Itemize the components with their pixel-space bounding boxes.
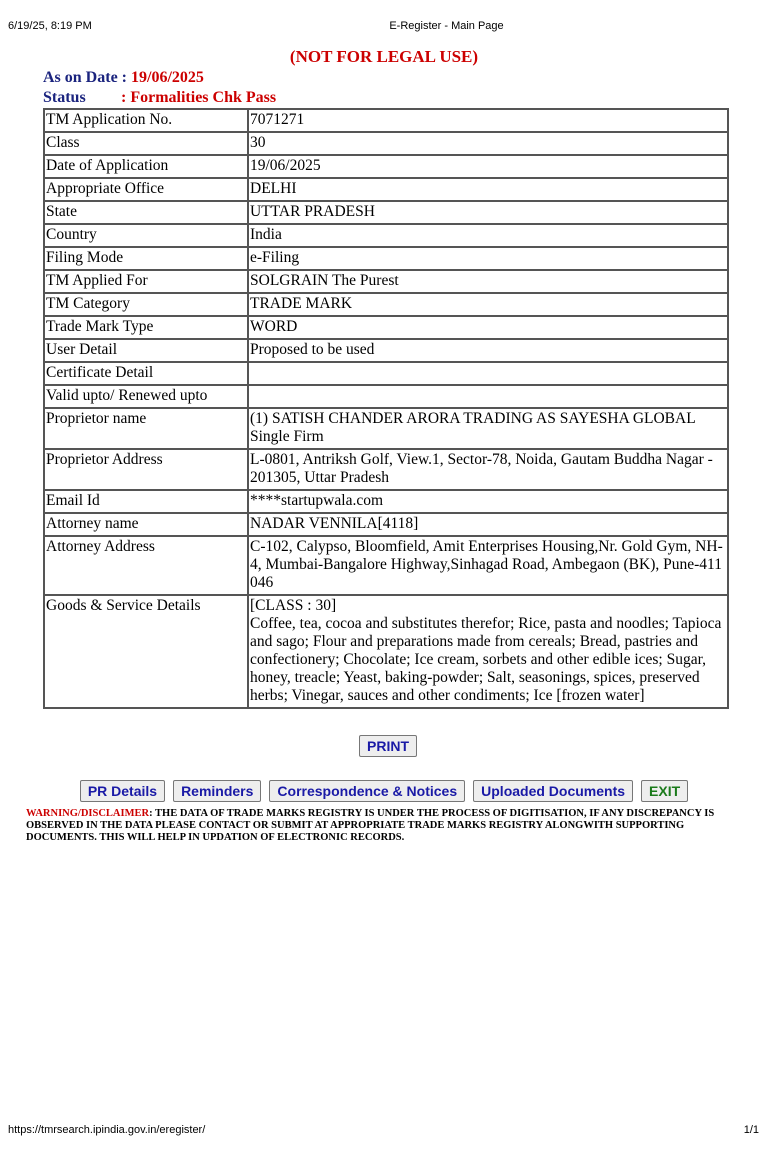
as-on-date-label: As on Date : (43, 69, 127, 86)
reminders-button[interactable]: Reminders (173, 780, 261, 802)
field-value: e-Filing (248, 247, 728, 270)
status (43, 89, 276, 107)
print-page-number: 1/1 (743, 1124, 759, 1136)
field-value: WORD (248, 316, 728, 339)
field-value: L-0801, Antriksh Golf, View.1, Sector-78, Noida, Gautam Buddha Nagar - 201305, Uttar Pradesh (248, 449, 728, 490)
print-page-title: E-Register - Main Page (389, 20, 504, 32)
action-buttons (0, 780, 768, 802)
field-value: DELHI (248, 178, 728, 201)
field-label: Country (44, 224, 248, 247)
table-row (44, 513, 728, 536)
table-row (44, 270, 728, 293)
field-label: TM Category (44, 293, 248, 316)
field-label: Valid upto/ Renewed upto (44, 385, 248, 408)
disclaimer-text: : THE DATA OF TRADE MARKS REGISTRY IS UNDER THE PROCESS OF DIGITISATION, IF ANY DISCREPANCY IS OBSERVED IN THE DATA PLEASE CONTACT OR SUBMIT AT APPROPRIATE TRADE MARKS REGISTRY ALONGWITH SUPPORTING DOCUMENTS. THIS WILL HELP IN UPDATION OF ELECTRONIC RECORDS. (26, 808, 715, 843)
table-row (44, 155, 728, 178)
field-label: Date of Application (44, 155, 248, 178)
table-row (44, 490, 728, 513)
correspondence-notices-button[interactable]: Correspondence & Notices (269, 780, 465, 802)
field-value: SOLGRAIN The Purest (248, 270, 728, 293)
table-row (44, 178, 728, 201)
uploaded-documents-button[interactable]: Uploaded Documents (473, 780, 633, 802)
table-row (44, 536, 728, 595)
field-value: India (248, 224, 728, 247)
field-label: Trade Mark Type (44, 316, 248, 339)
field-label: Proprietor name (44, 408, 248, 449)
table-row (44, 449, 728, 490)
table-row (44, 339, 728, 362)
status-label: Status (43, 89, 86, 106)
field-label: Goods & Service Details (44, 595, 248, 708)
field-value: Proposed to be used (248, 339, 728, 362)
trademark-details-table (43, 108, 729, 709)
field-value: NADAR VENNILA[4118] (248, 513, 728, 536)
as-on-date (43, 69, 204, 87)
field-label: TM Application No. (44, 109, 248, 132)
field-label: TM Applied For (44, 270, 248, 293)
print-button[interactable]: PRINT (359, 735, 417, 757)
field-value: [CLASS : 30] Coffee, tea, cocoa and substitutes therefor; Rice, pasta and noodles; Tapioca and sago; Flour and preparations made from cereals; Bread, pastries and confectionery; Chocolate; Ice cream, sorbets and other edible ices; Sugar, honey, treacle; Yeast, baking-powder; Salt, seasonings, spices, preserved herbs; Vinegar, sauces and other condiments; Ice [frozen water] (248, 595, 728, 708)
disclaimer-label: WARNING/DISCLAIMER (26, 808, 150, 819)
table-row (44, 247, 728, 270)
table-row (44, 595, 728, 708)
table-row (44, 362, 728, 385)
field-label: Filing Mode (44, 247, 248, 270)
field-label: Attorney Address (44, 536, 248, 595)
field-value: 19/06/2025 (248, 155, 728, 178)
field-value: ****startupwala.com (248, 490, 728, 513)
exit-button[interactable]: EXIT (641, 780, 688, 802)
not-for-legal-use-notice: (NOT FOR LEGAL USE) (289, 47, 479, 66)
field-label: Proprietor Address (44, 449, 248, 490)
field-value: UTTAR PRADESH (248, 201, 728, 224)
field-value (248, 385, 728, 408)
field-label: State (44, 201, 248, 224)
table-row (44, 224, 728, 247)
status-sep: : (121, 89, 127, 106)
field-value (248, 362, 728, 385)
print-datetime: 6/19/25, 8:19 PM (8, 20, 92, 32)
field-value: 30 (248, 132, 728, 155)
field-label: Certificate Detail (44, 362, 248, 385)
field-value: (1) SATISH CHANDER ARORA TRADING AS SAYESHA GLOBAL Single Firm (248, 408, 728, 449)
field-value: 7071271 (248, 109, 728, 132)
field-label: Attorney name (44, 513, 248, 536)
field-label: Class (44, 132, 248, 155)
field-label: Appropriate Office (44, 178, 248, 201)
table-row (44, 385, 728, 408)
table-row (44, 293, 728, 316)
field-value: TRADE MARK (248, 293, 728, 316)
table-row (44, 316, 728, 339)
table-row (44, 201, 728, 224)
field-value: C-102, Calypso, Bloomfield, Amit Enterprises Housing,Nr. Gold Gym, NH-4, Mumbai-Bangalore Highway,Sinhagad Road, Ambegaon (BK), Pune-411 046 (248, 536, 728, 595)
field-label: Email Id (44, 490, 248, 513)
table-row (44, 408, 728, 449)
as-on-date-value: 19/06/2025 (131, 69, 204, 86)
status-value: Formalities Chk Pass (130, 89, 277, 106)
table-row (44, 132, 728, 155)
field-label: User Detail (44, 339, 248, 362)
table-row (44, 109, 728, 132)
disclaimer (26, 808, 746, 844)
print-url: https://tmrsearch.ipindia.gov.in/eregister/ (8, 1124, 206, 1136)
pr-details-button[interactable]: PR Details (80, 780, 165, 802)
